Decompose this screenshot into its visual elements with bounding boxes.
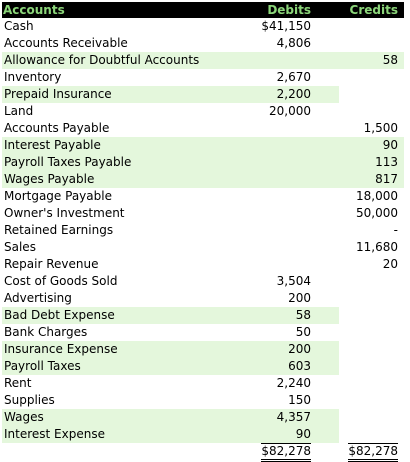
debit-amount: 2,240 <box>276 376 311 390</box>
account-name: Wages <box>2 409 247 426</box>
accounts-header: Accounts <box>3 3 65 17</box>
column-gap <box>317 154 339 171</box>
account-name: Payroll Taxes <box>2 358 247 375</box>
credit-amount: 11,680 <box>356 240 398 254</box>
credit-amount <box>339 341 404 358</box>
table-header <box>2 2 404 18</box>
account-name: Mortgage Payable <box>4 189 112 203</box>
header-gap <box>317 2 339 18</box>
debit-amount: 2,200 <box>247 86 317 103</box>
table-row <box>2 290 404 307</box>
credit-amount <box>339 324 404 341</box>
credit-amount <box>339 307 404 324</box>
credit-amount: 817 <box>339 171 404 188</box>
table-row <box>2 392 404 409</box>
column-gap <box>317 86 339 103</box>
total-debits-cell <box>247 443 317 460</box>
account-name: Retained Earnings <box>4 223 114 237</box>
account-name: Sales <box>4 240 36 254</box>
credit-amount: 58 <box>339 52 404 69</box>
credit-amount <box>339 35 404 52</box>
table-row <box>2 409 404 426</box>
account-name: Insurance Expense <box>2 341 247 358</box>
account-name: Accounts Payable <box>4 121 110 135</box>
credit-amount: 20 <box>382 257 398 271</box>
debit-amount: 200 <box>288 291 311 305</box>
column-gap <box>317 188 339 205</box>
total-debits: $82,278 <box>261 443 311 462</box>
credit-amount: - <box>393 223 398 237</box>
column-gap <box>317 137 339 154</box>
debit-amount <box>247 154 317 171</box>
account-name: Advertising <box>4 291 72 305</box>
debit-amount <box>247 52 317 69</box>
debit-amount <box>247 256 317 273</box>
table-row <box>2 18 404 35</box>
total-credits-cell <box>339 443 404 460</box>
debit-amount <box>247 120 317 137</box>
debit-amount: 4,357 <box>247 409 317 426</box>
column-gap <box>317 358 339 375</box>
debit-amount <box>247 222 317 239</box>
account-name: Supplies <box>4 393 55 407</box>
debit-amount <box>247 205 317 222</box>
credit-amount <box>339 409 404 426</box>
column-gap <box>317 375 339 392</box>
table-row <box>2 375 404 392</box>
credit-amount <box>339 290 404 307</box>
totals-label-cell <box>2 443 247 460</box>
table-row <box>2 324 404 341</box>
column-gap <box>317 324 339 341</box>
account-name: Repair Revenue <box>4 257 99 271</box>
credits-header: Credits <box>349 3 398 17</box>
debit-amount: 150 <box>288 393 311 407</box>
debit-amount: 4,806 <box>276 36 311 50</box>
debit-amount: 50 <box>295 325 311 339</box>
column-gap <box>317 52 339 69</box>
debits-header: Debits <box>267 3 311 17</box>
totals-row <box>2 443 404 460</box>
column-gap <box>317 205 339 222</box>
column-gap <box>317 35 339 52</box>
credit-amount <box>339 69 404 86</box>
credit-amount <box>339 392 404 409</box>
table-row <box>2 273 404 290</box>
column-gap <box>317 18 339 35</box>
account-name: Cash <box>4 19 34 33</box>
account-name: Wages Payable <box>2 171 247 188</box>
debit-amount: 58 <box>247 307 317 324</box>
credit-amount <box>339 273 404 290</box>
table-row <box>2 69 404 86</box>
total-credits: $82,278 <box>348 443 398 462</box>
debit-amount: 3,504 <box>276 274 311 288</box>
account-name: Owner's Investment <box>4 206 125 220</box>
table-row <box>2 171 404 188</box>
account-name: Cost of Goods Sold <box>4 274 118 288</box>
debit-amount: 20,000 <box>269 104 311 118</box>
column-gap <box>317 290 339 307</box>
table-row <box>2 341 404 358</box>
table-row <box>2 154 404 171</box>
credit-amount <box>339 86 404 103</box>
account-name: Bank Charges <box>4 325 88 339</box>
table-body <box>2 18 404 443</box>
account-name: Interest Expense <box>2 426 247 443</box>
table-row <box>2 103 404 120</box>
trial-balance-table <box>2 2 404 460</box>
column-gap <box>317 256 339 273</box>
column-gap <box>317 392 339 409</box>
debit-amount <box>247 137 317 154</box>
debit-amount: $41,150 <box>261 19 311 33</box>
table-row <box>2 52 404 69</box>
debit-amount: 200 <box>247 341 317 358</box>
column-gap <box>317 69 339 86</box>
table-row <box>2 205 404 222</box>
totals-gap <box>317 443 339 460</box>
column-gap <box>317 307 339 324</box>
column-gap <box>317 273 339 290</box>
table-row <box>2 222 404 239</box>
column-gap <box>317 171 339 188</box>
account-name: Inventory <box>4 70 62 84</box>
credit-amount <box>339 18 404 35</box>
debit-amount <box>247 171 317 188</box>
credit-amount: 50,000 <box>356 206 398 220</box>
account-name: Rent <box>4 376 32 390</box>
credit-amount <box>339 426 404 443</box>
account-name: Prepaid Insurance <box>2 86 247 103</box>
debit-amount: 2,670 <box>276 70 311 84</box>
table-row <box>2 426 404 443</box>
column-gap <box>317 103 339 120</box>
table-row <box>2 256 404 273</box>
table-row <box>2 358 404 375</box>
column-gap <box>317 426 339 443</box>
debit-amount <box>247 188 317 205</box>
table-row <box>2 188 404 205</box>
column-gap <box>317 222 339 239</box>
credit-amount <box>339 358 404 375</box>
credit-amount <box>339 103 404 120</box>
credit-amount: 113 <box>339 154 404 171</box>
account-name: Payroll Taxes Payable <box>2 154 247 171</box>
table-row <box>2 137 404 154</box>
column-gap <box>317 341 339 358</box>
column-gap <box>317 239 339 256</box>
credit-amount: 1,500 <box>363 121 398 135</box>
debit-amount: 90 <box>247 426 317 443</box>
account-name: Interest Payable <box>2 137 247 154</box>
credit-amount: 90 <box>339 137 404 154</box>
column-gap <box>317 120 339 137</box>
credit-amount: 18,000 <box>356 189 398 203</box>
credit-amount <box>339 375 404 392</box>
account-name: Allowance for Doubtful Accounts <box>2 52 247 69</box>
table-row <box>2 307 404 324</box>
account-name: Accounts Receivable <box>4 36 128 50</box>
account-name: Land <box>4 104 34 118</box>
debit-amount: 603 <box>247 358 317 375</box>
debit-amount <box>247 239 317 256</box>
column-gap <box>317 409 339 426</box>
table-row <box>2 239 404 256</box>
table-row <box>2 35 404 52</box>
table-row <box>2 120 404 137</box>
table-row <box>2 86 404 103</box>
account-name: Bad Debt Expense <box>2 307 247 324</box>
